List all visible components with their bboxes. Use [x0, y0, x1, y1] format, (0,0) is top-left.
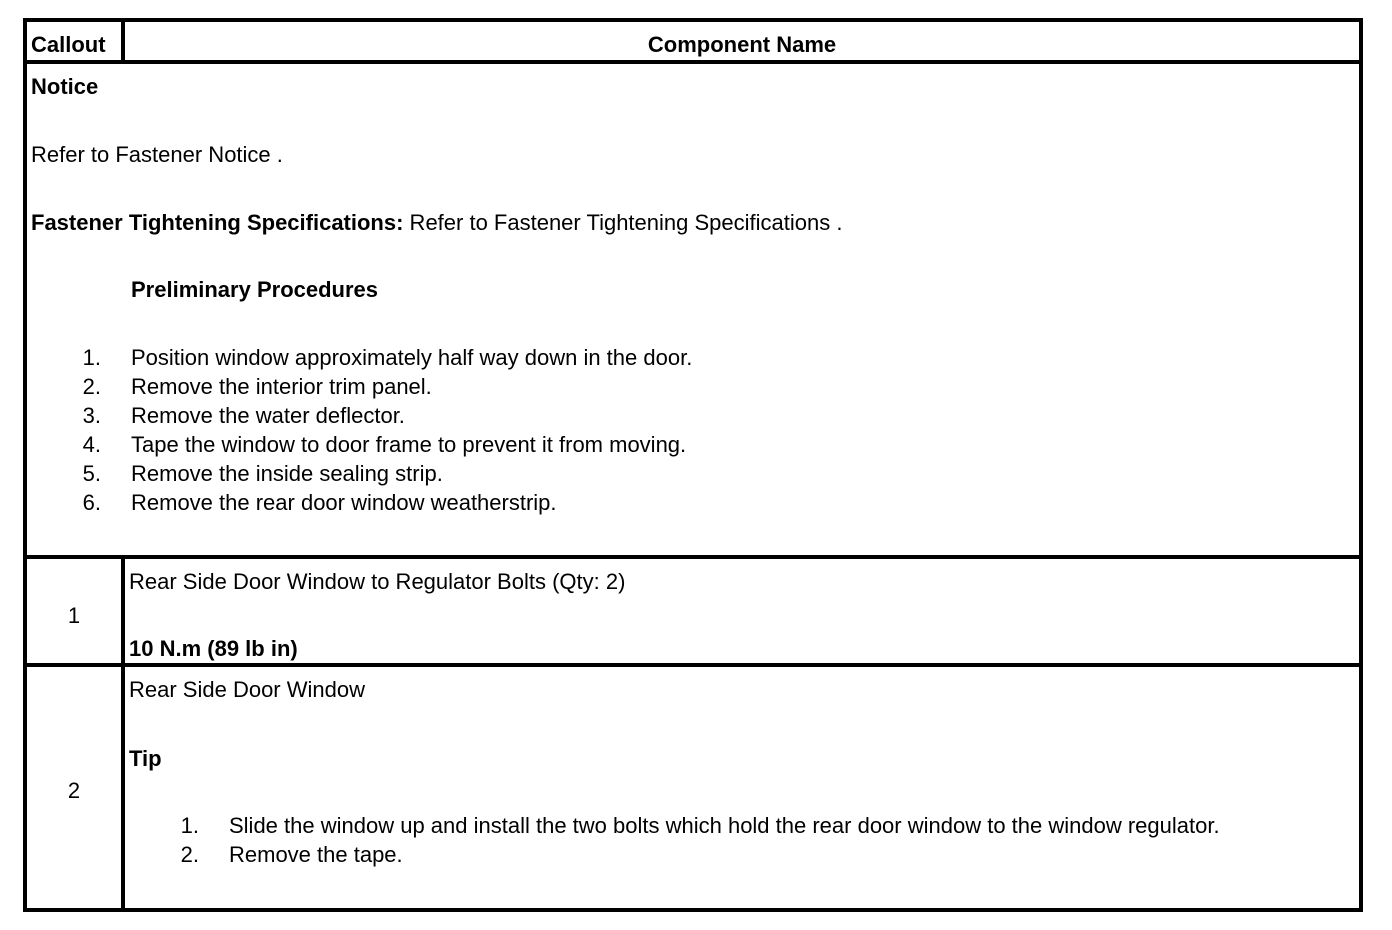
- preliminary-steps: [71, 343, 692, 517]
- list-item: [71, 401, 692, 430]
- list-item: [71, 343, 692, 372]
- list-item: [169, 840, 1220, 869]
- row1-callout: 1: [67, 603, 81, 628]
- step-number: 1.: [82, 345, 101, 370]
- notice-title: Notice: [31, 74, 99, 99]
- tip-title: Tip: [129, 746, 162, 771]
- list-item: [71, 430, 692, 459]
- list-item: [169, 811, 1220, 840]
- step-number: 2.: [82, 374, 101, 399]
- row1-torque: 10 N.m (89 lb in): [129, 636, 298, 661]
- notice-separator: [27, 555, 1359, 559]
- row2-component-name: Rear Side Door Window: [129, 677, 365, 702]
- header-component-name: Component Name: [647, 32, 837, 57]
- row2-divider: [121, 667, 125, 912]
- step-number: 1.: [180, 813, 199, 838]
- header-separator: [27, 60, 1359, 64]
- procedure-table: [23, 18, 1363, 912]
- row1-component-name: Rear Side Door Window to Regulator Bolts (Qty: 2): [129, 569, 626, 594]
- tip-steps: [169, 811, 1220, 869]
- row1-separator: [27, 663, 1359, 667]
- step-text: Remove the interior trim panel.: [131, 374, 432, 399]
- notice-refer: Refer to Fastener Notice .: [31, 142, 283, 167]
- step-text: Remove the water deflector.: [131, 403, 405, 428]
- step-text: Remove the tape.: [229, 842, 403, 867]
- step-number: 6.: [82, 490, 101, 515]
- step-number: 4.: [82, 432, 101, 457]
- step-text: Remove the rear door window weatherstrip.: [131, 490, 557, 515]
- step-text: Tape the window to door frame to prevent it from moving.: [131, 432, 687, 457]
- step-number: 2.: [180, 842, 199, 867]
- step-text: Position window approximately half way down in the door.: [131, 345, 693, 370]
- step-number: 3.: [82, 403, 101, 428]
- header-callout: Callout: [31, 32, 106, 57]
- list-item: [71, 459, 692, 488]
- list-item: [71, 372, 692, 401]
- preliminary-title: Preliminary Procedures: [131, 277, 379, 302]
- fastener-spec-text: Refer to Fastener Tightening Specifications .: [403, 210, 843, 235]
- fastener-spec-line: [31, 208, 842, 237]
- step-text: Slide the window up and install the two bolts which hold the rear door window to the window regulator.: [229, 813, 1220, 838]
- list-item: [71, 488, 692, 517]
- step-text: Remove the inside sealing strip.: [131, 461, 443, 486]
- fastener-spec-label: Fastener Tightening Specifications:: [31, 210, 404, 235]
- row1-divider: [121, 559, 125, 663]
- step-number: 5.: [82, 461, 101, 486]
- row2-callout: 2: [67, 778, 81, 803]
